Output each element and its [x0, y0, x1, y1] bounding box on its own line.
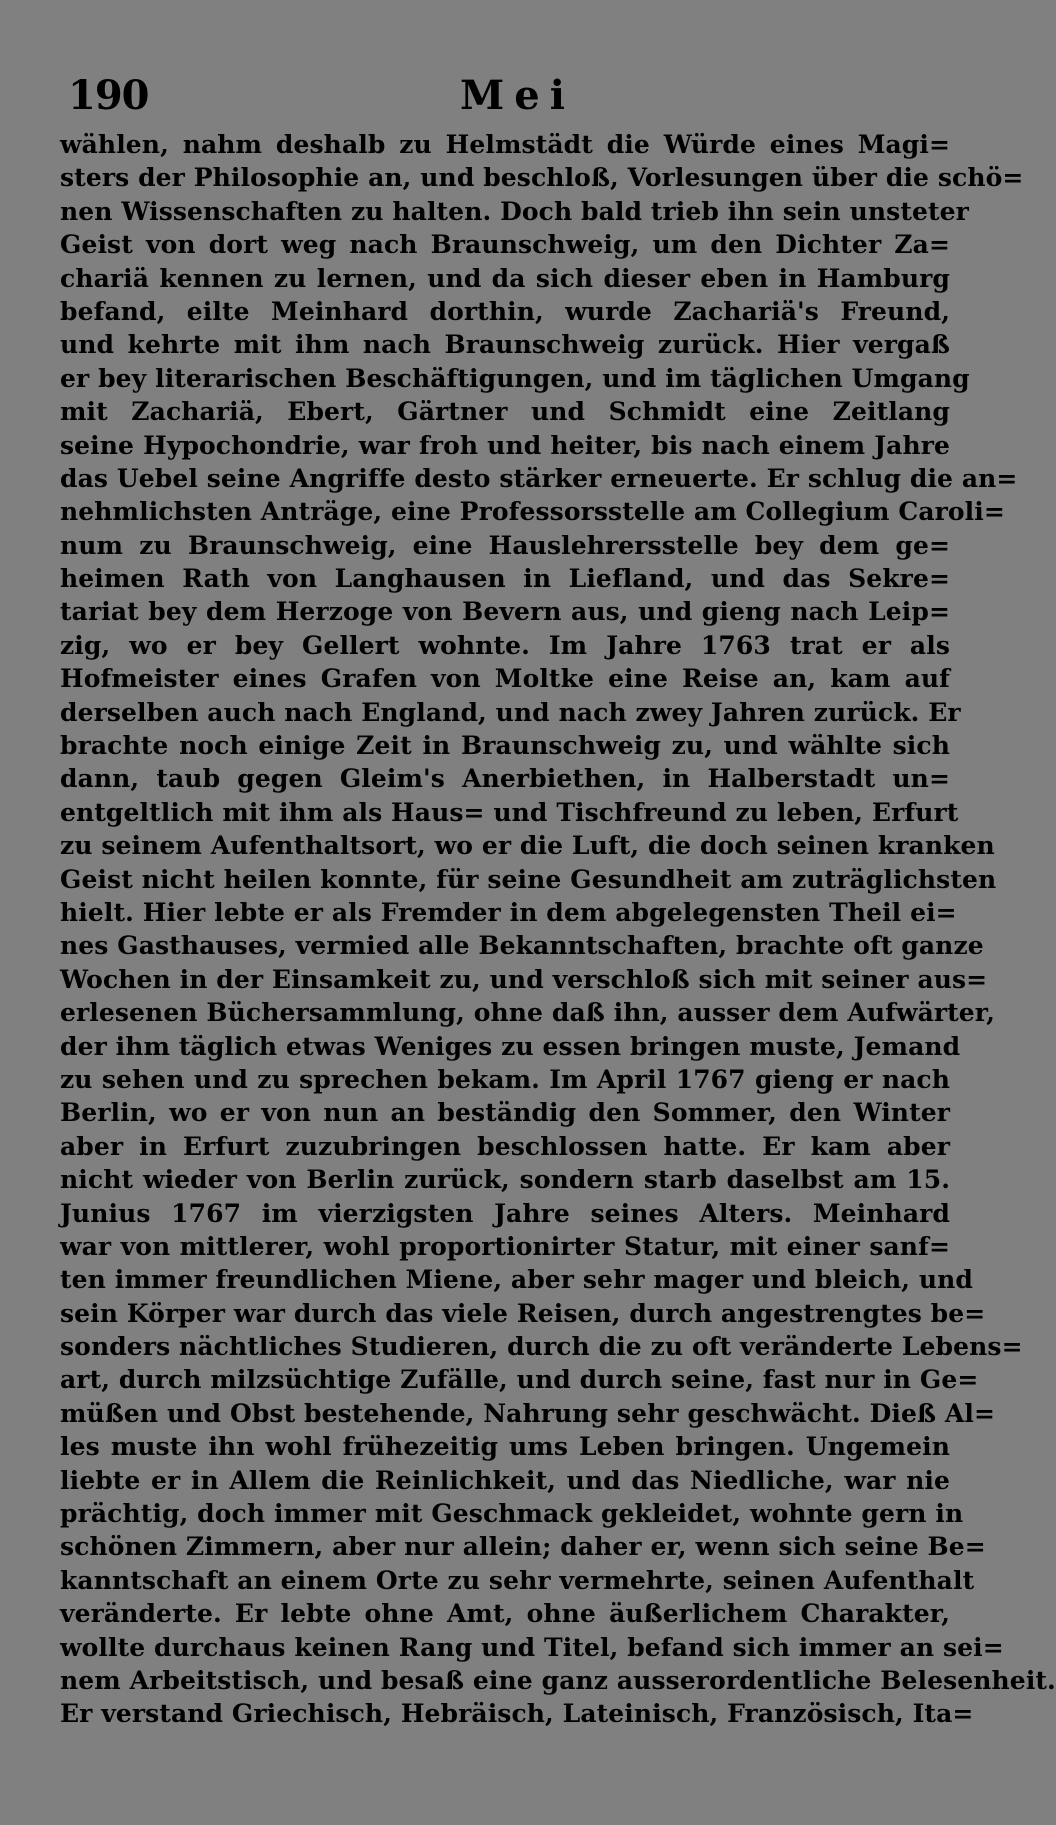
- text-line: tariat bey dem Herzoge von Bevern aus, und gieng nach Leip=: [60, 597, 950, 627]
- text-line: liebte er in Allem die Reinlichkeit, und das Niedliche, war nie: [60, 1465, 950, 1495]
- text-line: er bey literarischen Beschäftigungen, und im täglichen Umgang: [60, 363, 970, 393]
- text-line: chariä kennen zu lernen, und da sich dieser eben in Hamburg: [60, 263, 950, 293]
- text-line: ten immer freundlichen Miene, aber sehr mager und bleich, und: [60, 1265, 973, 1295]
- text-line: seine Hypochondrie, war froh und heiter, bis nach einem Jahre: [60, 430, 950, 460]
- text-line: entgeltlich mit ihm als Haus= und Tischfreund zu leben, Erfurt: [60, 797, 959, 827]
- text-line: kanntschaft an einem Orte zu sehr vermehrte, seinen Aufenthalt: [60, 1565, 975, 1595]
- text-line: brachte noch einige Zeit in Braunschweig zu, und wählte sich: [60, 731, 950, 761]
- text-line: prächtig, doch immer mit Geschmack gekleidet, wohnte gern in: [60, 1499, 964, 1529]
- text-line: derselben auch nach England, und nach zwey Jahren zurück. Er: [60, 697, 961, 727]
- page-header: [68, 70, 948, 130]
- text-line: Geist nicht heilen konnte, für seine Gesundheit am zuträglichsten: [60, 864, 997, 894]
- text-line: befand, eilte Meinhard dorthin, wurde Zachariä's Freund,: [60, 296, 950, 326]
- text-line: Hofmeister eines Grafen von Moltke eine Reise an, kam auf: [60, 664, 950, 694]
- text-line: müßen und Obst bestehende, Nahrung sehr geschwächt. Dieß Al=: [60, 1398, 996, 1428]
- text-line: der ihm täglich etwas Weniges zu essen bringen muste, Jemand: [60, 1031, 961, 1061]
- text-line: war von mittlerer, wohl proportionirter Statur, mit einer sanf=: [60, 1231, 950, 1261]
- text-line: dann, taub gegen Gleim's Anerbiethen, in Halberstadt un=: [60, 764, 950, 794]
- text-line: hielt. Hier lebte er als Fremder in dem abgelegensten Theil ei=: [60, 897, 957, 927]
- text-line: wählen, nahm deshalb zu Helmstädt die Würde eines Magi=: [60, 130, 950, 159]
- text-line: wollte durchaus keinen Rang und Titel, befand sich immer an sei=: [60, 1632, 1004, 1662]
- text-line: heimen Rath von Langhausen in Liefland, und das Sekre=: [60, 564, 950, 594]
- text-line: zig, wo er bey Gellert wohnte. Im Jahre 1763 trat er als: [60, 630, 950, 660]
- text-line: nicht wieder von Berlin zurück, sondern starb daselbst am 15.: [60, 1165, 950, 1195]
- text-line: veränderte. Er lebte ohne Amt, ohne äußerlichem Charakter,: [60, 1599, 950, 1629]
- text-line: sein Körper war durch das viele Reisen, durch angestrengtes be=: [60, 1298, 986, 1328]
- text-line: sters der Philosophie an, und beschloß, Vorlesungen über die schö=: [60, 163, 1024, 193]
- text-line: zu sehen und zu sprechen bekam. Im April 1767 gieng er nach: [60, 1064, 950, 1094]
- text-line: nen Wissenschaften zu halten. Doch bald trieb ihn sein unsteter: [60, 196, 969, 226]
- text-line: les muste ihn wohl frühezeitig ums Leben bringen. Ungemein: [60, 1432, 950, 1462]
- text-line: Wochen in der Einsamkeit zu, und verschloß sich mit seiner aus=: [60, 964, 988, 994]
- text-line: Er verstand Griechisch, Hebräisch, Lateinisch, Französisch, Ita=: [60, 1699, 974, 1729]
- text-line: und kehrte mit ihm nach Braunschweig zurück. Hier vergaß: [60, 330, 950, 360]
- text-line: erlesenen Büchersammlung, ohne daß ihn, ausser dem Aufwärter,: [60, 998, 996, 1028]
- text-line: nem Arbeitstisch, und besaß eine ganz ausserordentliche Belesenheit.: [60, 1665, 1056, 1695]
- text-line: mit Zachariä, Ebert, Gärtner und Schmidt eine Zeitlang: [60, 397, 950, 427]
- text-line: Berlin, wo er von nun an beständig den Sommer, den Winter: [60, 1098, 950, 1128]
- text-line: nehmlichsten Anträge, eine Professorsstelle am Collegium Caroli=: [60, 497, 1005, 527]
- text-line: sonders nächtliches Studieren, durch die zu oft veränderte Lebens=: [60, 1332, 1023, 1362]
- text-line: aber in Erfurt zuzubringen beschlossen hatte. Er kam aber: [60, 1131, 950, 1161]
- page-number: 190: [68, 72, 149, 119]
- text-line: nes Gasthauses, vermied alle Bekanntschaften, brachte oft ganze: [60, 931, 984, 961]
- text-line: art, durch milzsüchtige Zufälle, und durch seine, fast nur in Ge=: [60, 1365, 979, 1395]
- body-text: [60, 128, 1056, 1731]
- text-line: das Uebel seine Angriffe desto stärker erneuerte. Er schlug die an=: [60, 463, 1018, 493]
- running-head: Mei: [460, 72, 575, 119]
- text-line: schönen Zimmern, aber nur allein; daher er, wenn sich seine Be=: [60, 1532, 986, 1562]
- text-line: Junius 1767 im vierzigsten Jahre seines Alters. Meinhard: [60, 1198, 950, 1228]
- text-line: Geist von dort weg nach Braunschweig, um den Dichter Za=: [60, 230, 950, 260]
- text-line: zu seinem Aufenthaltsort, wo er die Luft, die doch seinen kranken: [60, 831, 995, 861]
- text-line: num zu Braunschweig, eine Hauslehrersstelle bey dem ge=: [60, 530, 950, 560]
